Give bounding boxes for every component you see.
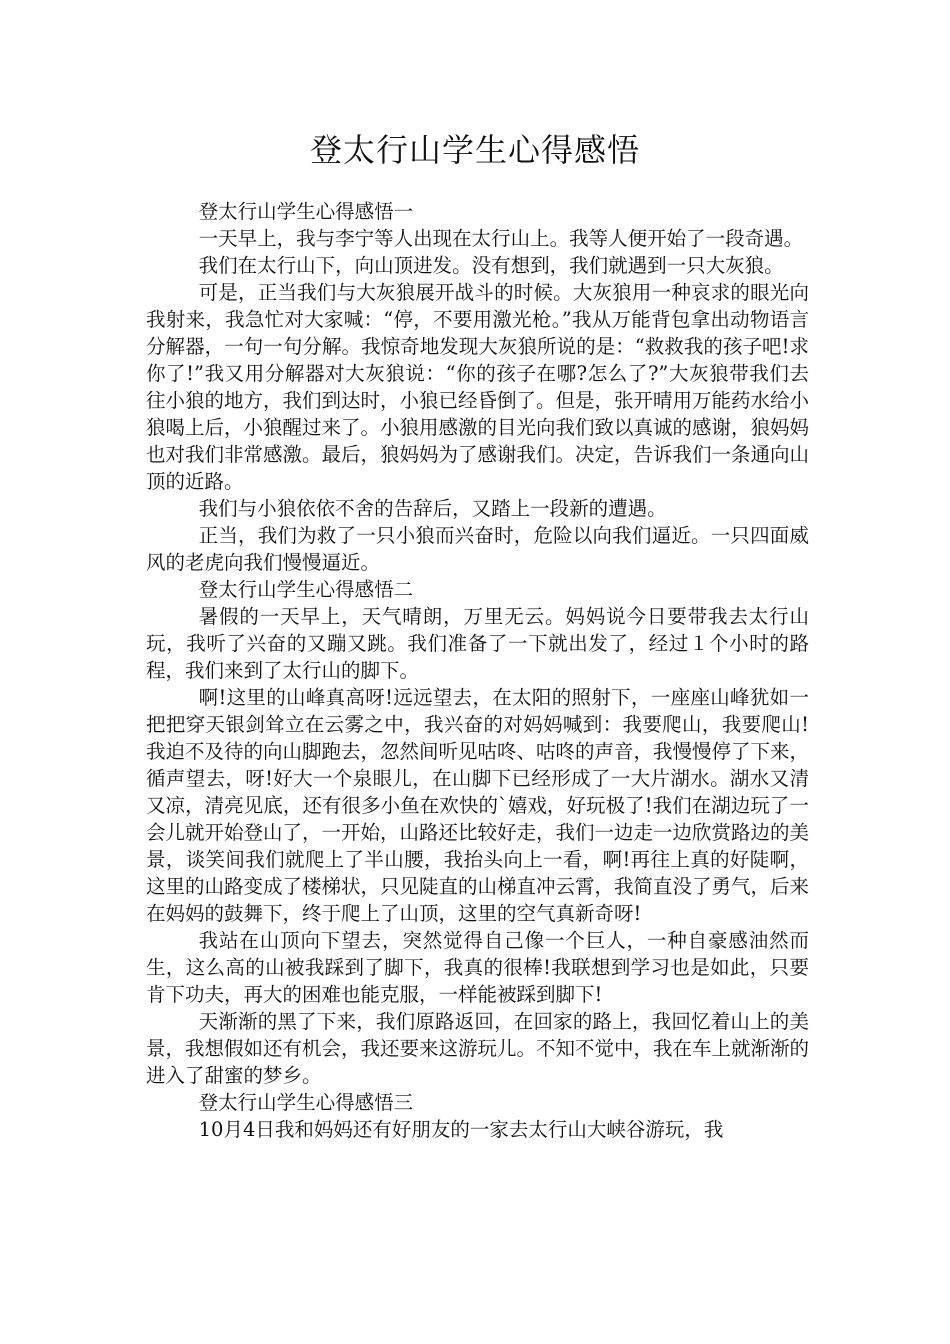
paragraph: 我们与小狼依依不舍的告辞后，又踏上一段新的遭遇。 — [198, 497, 667, 520]
paragraph: 天渐渐的黑了下来，我们原路返回，在回家的路上，我回忆着山上的美景，我想假如还有机会，我还要来这游玩儿。不知不觉中，我在车上就渐渐的进入了甜蜜的梦乡。 — [146, 1010, 810, 1087]
paragraph: 正当，我们为救了一只小狼而兴奋时，危险以向我们逼近。一只四面威风的老虎向我们慢慢逼近。 — [146, 524, 809, 574]
paragraph: 我们在太行山下，向山顶进发。没有想到，我们就遇到一只大灰狼。 — [198, 254, 784, 277]
document-body — [146, 198, 809, 1143]
section-heading-1: 登太行山学生心得感悟一 — [198, 200, 414, 223]
paragraph: 10月4日我和妈妈还有好朋友的一家去太行山大峡谷游玩，我 — [198, 1118, 724, 1141]
paragraph: 一天早上，我与李宁等人出现在太行山上。我等人便开始了一段奇遇。 — [198, 227, 804, 250]
paragraph: 啊!这里的山峰真高呀!远远望去，在太阳的照射下，一座座山峰犹如一把把穿天银剑耸立在云雾之中，我兴奋的对妈妈喊到：我要爬山，我要爬山!我迫不及待的向山脚跑去，忽然间听见咕咚、咕咚的声音，我慢慢停了下来，循声望去，呀!好大一个泉眼儿，在山脚下已经形成了一大片湖水。湖水又清又凉，清亮见底，还有很多小鱼在欢快的`嬉戏，好玩极了!我们在湖边玩了一会儿就开始登山了，一开始，山路还比较好走，我们一边走一边欣赏路边的美景，谈笑间我们就爬上了半山腰，我抬头向上一看，啊!再往上真的好陡啊，这里的山路变成了楼梯状，只见陡直的山梯直冲云霄，我简直没了勇气，后来在妈妈的鼓舞下，终于爬上了山顶，这里的空气真新奇呀! — [146, 686, 810, 925]
section-heading-3: 登太行山学生心得感悟三 — [198, 1091, 414, 1114]
document-title: 登太行山学生心得感悟 — [309, 131, 640, 169]
paragraph: 暑假的一天早上，天气晴朗，万里无云。妈妈说今日要带我去太行山玩，我听了兴奋的又蹦又跳。我们准备了一下就出发了，经过１个小时的路程，我们来到了太行山的脚下。 — [146, 605, 809, 682]
paragraph: 我站在山顶向下望去，突然觉得自己像一个巨人，一种自豪感油然而生，这么高的山被我踩到了脚下，我真的很棒!我联想到学习也是如此，只要肯下功夫，再大的困难也能克服，一样能被踩到脚下! — [146, 929, 809, 1006]
paragraph: 可是，正当我们与大灰狼展开战斗的时候。大灰狼用一种哀求的眼光向我射来，我急忙对大家喊：“停，不要用激光枪。”我从万能背包拿出动物语言分解器，一句一句分解。我惊奇地发现大灰狼所说的是：“救救我的孩子吧!求你了!”我又用分解器对大灰狼说：“你的孩子在哪?怎么了?”大灰狼带我们去往小狼的地方，我们到达时，小狼已经昏倒了。但是，张开晴用万能药水给小狼喝上后，小狼醒过来了。小狼用感激的目光向我们致以真诚的感谢，狼妈妈也对我们非常感激。最后，狼妈妈为了感谢我们。决定，告诉我们一条通向山顶的近路。 — [146, 281, 810, 493]
section-heading-2: 登太行山学生心得感悟二 — [198, 578, 414, 601]
